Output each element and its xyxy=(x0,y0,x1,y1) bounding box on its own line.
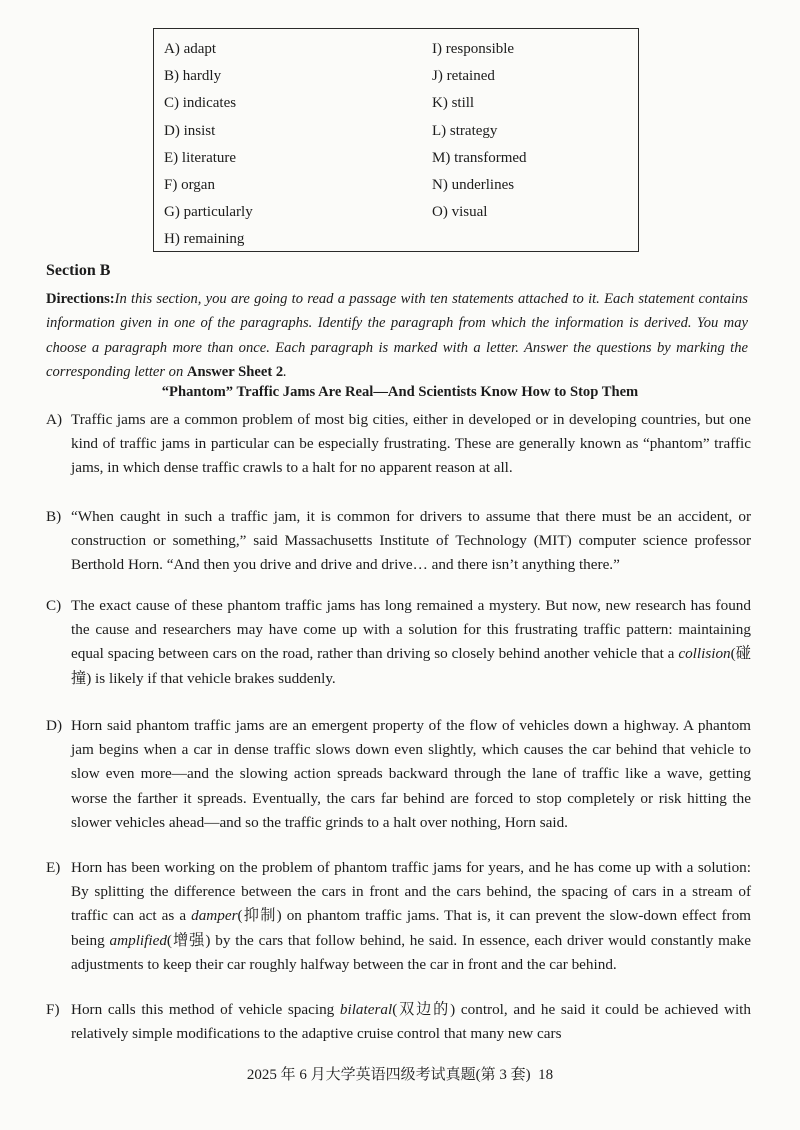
word-option: B) hardly xyxy=(164,68,222,85)
paragraph-text: Horn said phantom traffic jams are an emergent property of the flow of vehicles down a highway. A phantom jam begins when a car in dense traffic slows down even slightly, which causes the car behind that vehicle to slow even more—and the slowing action spreads backward through the lane of traffic like a wave, getting worse the farther it spreads. Eventually, the cars far behind are forced to stop completely or risk hitting the slower vehicles ahead—and so the traffic grinds to a halt over nothing, Horn said. xyxy=(71,717,751,831)
paragraph-text: “When caught in such a traffic jam, it is common for drivers to assume that there must be an accident, or construction or something,” said Massachusetts Institute of Technology (MIT) computer science professor Berthold Horn. “And then you drive and drive and drive… and there isn’t anything there.” xyxy=(71,508,751,574)
chinese-gloss: (增强) xyxy=(166,931,211,949)
word-option: N) underlines xyxy=(432,177,515,194)
paragraph-letter: F) xyxy=(46,1001,60,1018)
word-option: O) visual xyxy=(432,204,488,221)
word-bank-box xyxy=(153,28,639,252)
word-option: I) responsible xyxy=(432,41,515,57)
passage-title: “Phantom” Traffic Jams Are Real—And Scientists Know How to Stop Them xyxy=(161,384,639,400)
paragraph-c xyxy=(46,594,751,691)
word-option: A) adapt xyxy=(164,41,217,57)
word-bank-left-column xyxy=(164,36,253,254)
paragraph-f xyxy=(46,998,751,1046)
directions-text xyxy=(46,287,748,384)
paragraph-text: Horn calls this method of vehicle spacing bilateral(双边的) control, and he said it could be achieved with relatively simple modifications to the adaptive cruise control that many new cars xyxy=(71,1001,751,1043)
word-option: D) insist xyxy=(164,122,216,139)
word-option: M) transformed xyxy=(432,149,527,166)
word-option: F) organ xyxy=(164,177,215,194)
paragraph-e xyxy=(46,856,751,977)
directions-label: Directions: xyxy=(46,291,115,307)
word-bank-right-column xyxy=(432,36,527,226)
paragraph-text: Traffic jams are a common problem of most big cities, either in developed or in developing countries, but one kind of traffic jams in particular can be especially frustrating. These are generally known as “phantom” traffic jams, in which dense traffic crawls to a halt for no apparent reason at all. xyxy=(71,411,751,477)
paragraph-b xyxy=(46,505,751,578)
paragraph-letter: C) xyxy=(46,597,62,614)
word-option: H) remaining xyxy=(164,231,245,248)
paragraph-text: The exact cause of these phantom traffic jams has long remained a mystery. But now, new research has found the cause and researchers may have come up with a solution for this frustrating traffic pattern: maintaining equal spacing between cars on the road, rather than driving so closely behind another vehicle that a collision(碰撞) is likely if that vehicle brakes suddenly. xyxy=(71,597,751,687)
directions-end: . xyxy=(283,363,287,380)
page-number: 18 xyxy=(538,1067,554,1083)
paragraph-d xyxy=(46,714,751,835)
word-option: K) still xyxy=(432,95,475,112)
term-collision: collision xyxy=(678,645,731,663)
directions-body xyxy=(46,291,748,380)
paragraph-text: Horn has been working on the problem of phantom traffic jams for years, and he has come up with a solution: By splitting the difference between the cars in front and the cars behind, the spacing of cars in a stream of traffic can act as a damper(抑制) on phantom traffic jams. That is, it can prevent the slow-down effect from being amplified(增强) by the cars that follow behind, he said. In essence, each driver would constantly make adjustments to keep their car roughly halfway between the car in front and the car behind. xyxy=(71,859,751,973)
footer-text: 2025 年 6 月大学英语四级考试真题(第 3 套) xyxy=(246,1067,531,1083)
term-damper: damper xyxy=(191,907,238,925)
term-bilateral: bilateral xyxy=(339,1001,393,1018)
paragraph-a xyxy=(46,408,751,481)
page-footer xyxy=(0,1063,800,1084)
paragraph-letter: B) xyxy=(46,508,62,525)
word-option: L) strategy xyxy=(432,122,498,139)
paragraph-letter: E) xyxy=(46,859,61,876)
paragraph-letter: A) xyxy=(46,411,63,428)
term-amplified: amplified xyxy=(109,931,167,949)
word-option: G) particularly xyxy=(164,204,253,221)
word-option: C) indicates xyxy=(164,95,237,112)
chinese-gloss: (双边的) xyxy=(392,1001,456,1018)
chinese-gloss: (碰撞) xyxy=(71,645,751,687)
paragraph-letter: D) xyxy=(46,717,63,734)
section-title: Section B xyxy=(46,262,111,279)
word-option: J) retained xyxy=(432,68,495,85)
answer-sheet-emphasis: Answer Sheet 2 xyxy=(186,363,284,380)
word-option: E) literature xyxy=(164,149,237,166)
chinese-gloss: (抑制) xyxy=(237,907,282,925)
directions-body-text: In this section, you are going to read a passage with ten statements attached to it. Each statement contains information given in one of the paragraphs. Identify the paragraph from which the information is derived. You may choose a paragraph more than once. Each paragraph is marked with a letter. Answer the questions by marking the corresponding letter on xyxy=(46,291,748,380)
